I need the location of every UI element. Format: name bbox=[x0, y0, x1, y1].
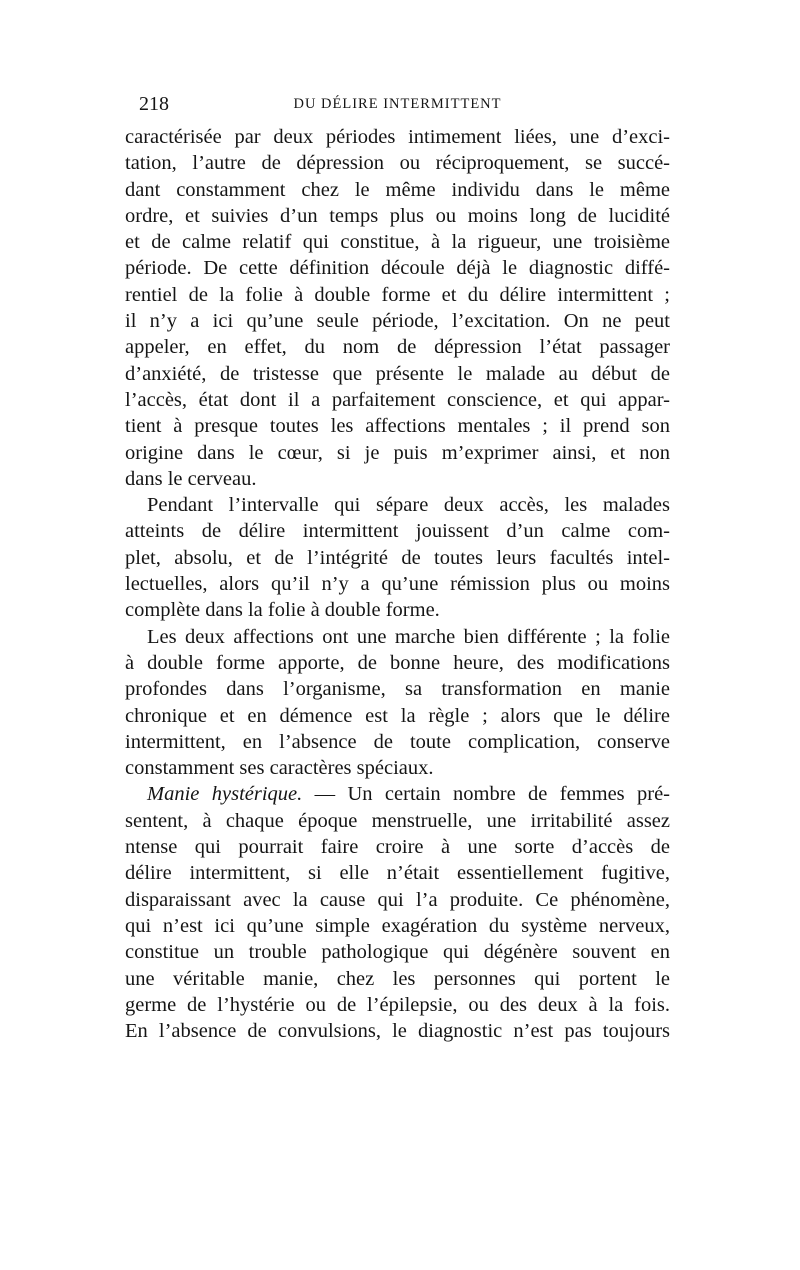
text-line: période. De cette définition découle déjà le diagnostic diffé- bbox=[125, 257, 670, 280]
text-line: chronique et en démence est la règle ; alors que le délire bbox=[125, 704, 670, 727]
page-header bbox=[125, 93, 670, 117]
text-line: profondes dans l’organisme, sa transformation en manie bbox=[125, 678, 670, 701]
text-line: complète dans la folie à double forme. bbox=[125, 599, 440, 622]
paragraph bbox=[125, 781, 670, 1044]
text-line: origine dans le cœur, si je puis m’exprimer ainsi, et non bbox=[125, 441, 670, 464]
text-line: à double forme apporte, de bonne heure, des modifications bbox=[125, 651, 670, 674]
text-line: tient à presque toutes les affections mentales ; il prend son bbox=[125, 415, 670, 438]
page-number: 218 bbox=[139, 93, 169, 115]
text-line: plet, absolu, et de l’intégrité de toutes leurs facultés intel- bbox=[125, 546, 670, 569]
text-line bbox=[125, 781, 670, 807]
text-line: délire intermittent, si elle n’était essentiellement fugitive, bbox=[125, 862, 670, 885]
text-line: dans le cerveau. bbox=[125, 467, 257, 490]
text-line: d’anxiété, de tristesse que présente le malade au début de bbox=[125, 362, 670, 385]
text-line: atteints de délire intermittent jouissent d’un calme com- bbox=[125, 520, 670, 543]
text-line: tation, l’autre de dépression ou réciproquement, se succé- bbox=[125, 152, 670, 175]
text-line: dant constamment chez le même individu dans le même bbox=[125, 178, 670, 201]
paragraph bbox=[125, 624, 670, 782]
text-line: constitue un trouble pathologique qui dégénère souvent en bbox=[125, 941, 670, 964]
text-line: lectuelles, alors qu’il n’y a qu’une rémission plus ou moins bbox=[125, 573, 670, 596]
text-line: caractérisée par deux périodes intimement liées, une d’exci- bbox=[125, 126, 670, 148]
paragraph bbox=[125, 124, 670, 492]
text-line: disparaissant avec la cause qui l’a produite. Ce phénomène, bbox=[125, 888, 670, 911]
text-line: ordre, et suivies d’un temps plus ou moins long de lucidité bbox=[125, 204, 670, 227]
text-line: rentiel de la folie à double forme et du délire intermittent ; bbox=[125, 283, 670, 306]
text-line: une véritable manie, chez les personnes qui portent le bbox=[125, 967, 670, 990]
text-line-rest: — Un certain nombre de femmes pré- bbox=[302, 783, 671, 806]
text-line: et de calme relatif qui constitue, à la rigueur, une troisième bbox=[125, 231, 670, 254]
text-line: Pendant l’intervalle qui sépare deux accès, les malades bbox=[147, 494, 670, 517]
text-line: germe de l’hystérie ou de l’épilepsie, ou des deux à la fois. bbox=[125, 993, 670, 1016]
text-line: ntense qui pourrait faire croire à une sorte d’accès de bbox=[125, 836, 670, 859]
text-line: qui n’est ici qu’une simple exagération du système nerveux, bbox=[125, 914, 670, 937]
text-line: intermittent, en l’absence de toute complication, conserve bbox=[125, 730, 670, 753]
text-line: sentent, à chaque époque menstruelle, une irritabilité assez bbox=[125, 809, 670, 832]
text-line: Les deux affections ont une marche bien différente ; la folie bbox=[147, 625, 670, 648]
text-line: appeler, en effet, du nom de dépression l’état passager bbox=[125, 336, 670, 359]
section-heading: Manie hystérique. bbox=[147, 783, 303, 806]
body-text bbox=[125, 124, 670, 1044]
paragraph bbox=[125, 492, 670, 623]
text-line: En l’absence de convulsions, le diagnostic n’est pas toujours bbox=[125, 1020, 670, 1043]
text-line: il n’y a ici qu’une seule période, l’excitation. On ne peut bbox=[125, 310, 670, 333]
text-line: l’accès, état dont il a parfaitement conscience, et qui appar- bbox=[125, 388, 670, 411]
running-title: DU DÉLIRE INTERMITTENT bbox=[293, 96, 502, 112]
text-line: constamment ses caractères spéciaux. bbox=[125, 757, 434, 780]
